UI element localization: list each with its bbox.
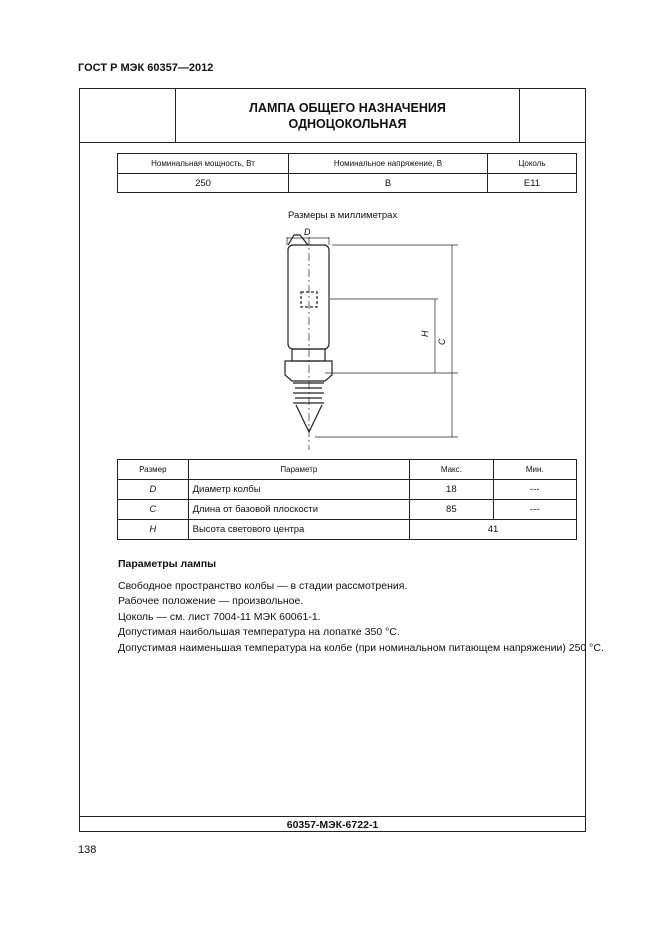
label-c: C	[437, 338, 447, 345]
table-row	[118, 480, 577, 500]
sheet-header	[80, 89, 585, 143]
lamp-drawing	[200, 225, 500, 450]
label-h: H	[420, 330, 430, 337]
header-power: Номинальная мощность, Вт	[118, 154, 289, 174]
table-row	[118, 520, 577, 540]
sheet-title: ЛАМПА ОБЩЕГО НАЗНАЧЕНИЯ ОДНОЦОКОЛЬНАЯ	[249, 100, 446, 131]
lamp-side-view	[285, 235, 332, 450]
row-symbol: H	[118, 520, 189, 540]
dimensions-header-row	[118, 460, 577, 480]
value-power: 250	[118, 174, 289, 193]
value-base: E11	[488, 174, 577, 193]
ratings-header-row	[118, 154, 577, 174]
row-max: 18	[410, 480, 493, 500]
parameter-line: Допустимая наименьшая температура на колбе (при номинальном питающем напряжении) 250 °С.	[118, 641, 604, 654]
row-max: 85	[410, 500, 493, 520]
header-max: Макс.	[410, 460, 493, 480]
row-parameter: Высота светового центра	[188, 520, 409, 540]
dimensions-table	[117, 459, 577, 540]
header-voltage: Номинальное напряжение, В	[289, 154, 488, 174]
label-d: D	[304, 227, 311, 237]
header-min: Мин.	[493, 460, 576, 480]
row-parameter: Длина от базовой плоскости	[188, 500, 409, 520]
row-symbol: C	[118, 500, 189, 520]
lamp-parameters	[118, 557, 604, 656]
title-cell	[175, 89, 520, 142]
sheet-frame	[79, 88, 604, 832]
value-voltage: В	[289, 174, 488, 193]
row-value: 41	[410, 520, 577, 540]
page-number: 138	[78, 844, 97, 856]
parameter-line: Рабочее положение — произвольное.	[118, 595, 304, 607]
row-parameter: Диаметр колбы	[188, 480, 409, 500]
row-min: ---	[493, 480, 576, 500]
header-size: Размер	[118, 460, 189, 480]
header-parameter: Параметр	[188, 460, 409, 480]
header-base: Цоколь	[488, 154, 577, 174]
parameter-line: Допустимая наибольшая температура на лопатке 350 °С.	[118, 626, 400, 638]
ratings-table	[117, 153, 577, 193]
lamp-parameters-title: Параметры лампы	[118, 558, 217, 570]
standard-number: ГОСТ Р МЭК 60357—2012	[78, 62, 214, 74]
parameter-line: Цоколь — см. лист 7004-11 МЭК 60061-1.	[118, 610, 321, 623]
sheet-code: 60357-МЭК-6722-1	[80, 816, 585, 833]
row-min: ---	[493, 500, 576, 520]
drawing-caption: Размеры в миллиметрах	[288, 210, 398, 221]
table-row	[118, 500, 577, 520]
parameter-line: Свободное пространство колбы — в стадии рассмотрения.	[118, 579, 408, 592]
row-symbol: D	[118, 480, 189, 500]
ratings-value-row	[118, 174, 577, 193]
